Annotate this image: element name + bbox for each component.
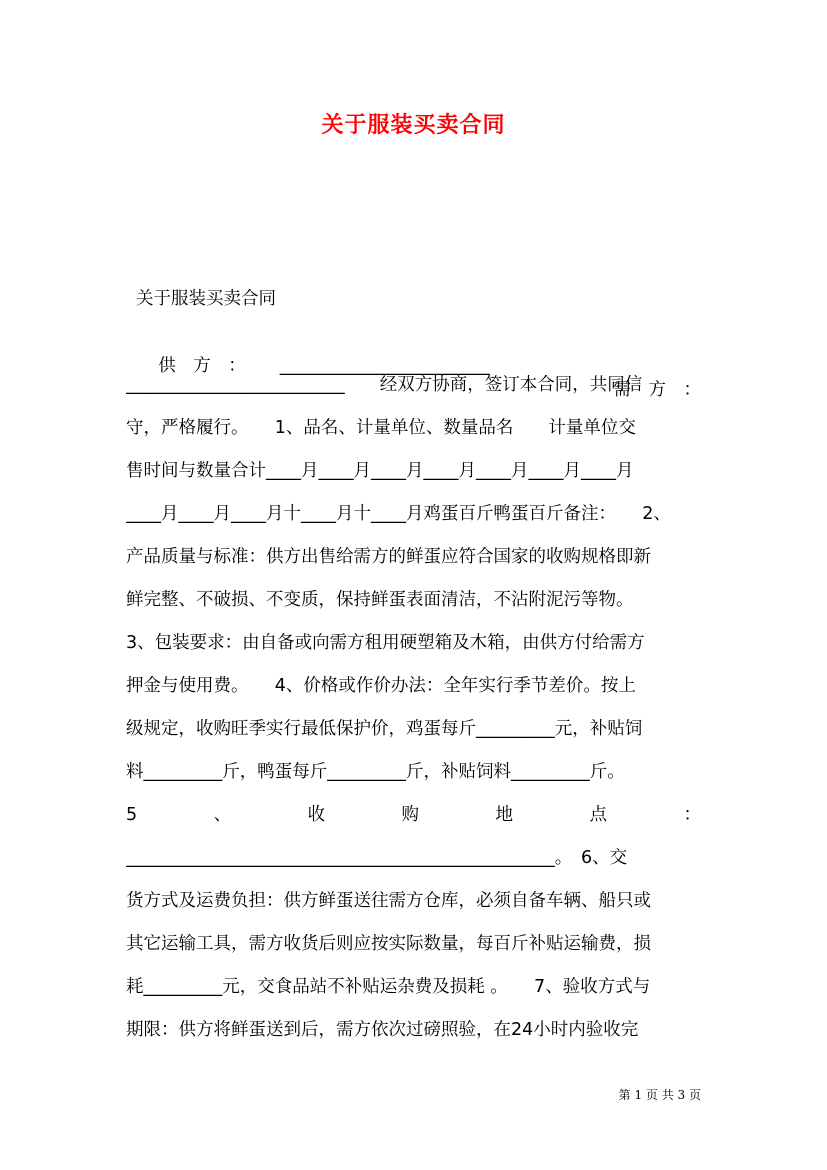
body-line: 3、包装要求：由自备或向需方租用硬塑箱及木箱，由供方付给需方 [126,633,645,653]
body-line: 鲜完整、不破损、不变质，保持鲜蛋表面清洁，不沾附泥污等物。 [126,590,634,610]
page-number: 第 1 页 共 3 页 [618,1088,701,1102]
body-line: ____月____月____月十____月十____月鸡蛋百斤鸭蛋百斤备注： 2、 [126,504,671,524]
body-line: 料_________斤，鸭蛋每斤_________斤，补贴饲料_________斤。 [126,762,625,782]
document-title: 关于服装买卖合同 [321,112,506,138]
body-line: 期限：供方将鲜蛋送到后，需方依次过磅照验，在24小时内验收完 [126,1020,639,1040]
location-char: ： [683,805,701,825]
location-char: 点 [589,805,607,825]
body-line: 售时间与数量合计____月____月____月____月____月____月____月 [126,461,634,481]
supplier-blank: ________________________ [279,356,490,376]
location-char: 地 [495,805,514,825]
body-line: 耗_________元，交食品站不补贴运杂费及损耗 。 7、验收方式与 [126,977,651,997]
body-line: 押金与使用费。 4、价格或作价办法：全年实行季节差价。按上 [126,676,636,696]
body-line: _________________________________________________。 6、交 [126,848,628,868]
body-line: 货方式及运费负担：供方鲜蛋送往需方仓库，必须自备车辆、船只或 [126,891,651,911]
location-char: 5 [126,805,138,825]
body-line: 其它运输工具，需方收货后则应按实际数量，每百斤补贴运输费，损 [126,934,651,954]
body-line: 守，严格履行。 1、品名、计量单位、数量品名 计量单位交 [126,418,636,438]
location-char: 购 [401,805,420,825]
supplier-label: 供 方 ： [158,356,246,376]
location-char: 、 [213,805,232,825]
buyer-label: 需 方 ： [613,380,701,400]
body-line: 产品质量与标准：供方出售给需方的鲜蛋应符合国家的收购规格即新 [126,547,651,567]
document-subtitle: 关于服装买卖合同 [136,289,276,309]
location-char: 收 [307,805,326,825]
location-line [126,803,701,827]
body-line: _________________________ 经双方协商，签订本合同，共同信 [126,375,643,395]
body-line: 级规定，收购旺季实行最低保护价，鸡蛋每斤_________元，补贴饲 [126,719,643,739]
